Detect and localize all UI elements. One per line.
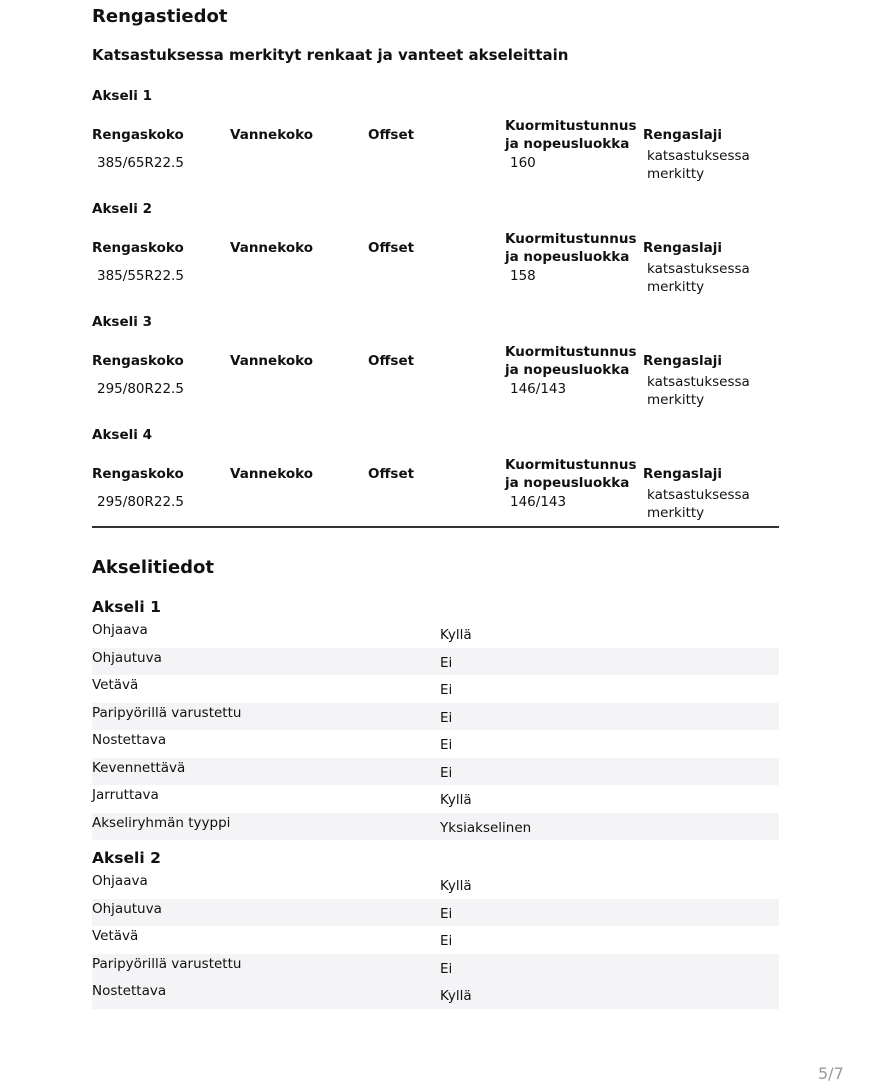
property-name: Kevennettävä bbox=[92, 759, 186, 776]
tire-axle-block bbox=[92, 201, 779, 314]
tire-axle-block bbox=[92, 427, 779, 540]
property-value: Ei bbox=[440, 764, 453, 781]
col-tire-size: Rengaskoko bbox=[92, 353, 184, 369]
load-speed-value: 146/143 bbox=[510, 494, 567, 510]
tire-axle-block bbox=[92, 88, 779, 201]
col-tire-size: Rengaskoko bbox=[92, 466, 184, 482]
col-tire-type: Rengaslaji bbox=[643, 466, 722, 482]
property-value: Ei bbox=[440, 737, 453, 753]
property-name: Ohjautuva bbox=[92, 649, 162, 666]
property-name: Paripyörillä varustettu bbox=[92, 704, 242, 721]
axle-property-row bbox=[92, 675, 779, 703]
tire-size-value: 295/80R22.5 bbox=[97, 381, 184, 397]
axle-info-label: Akseli 1 bbox=[92, 598, 161, 616]
property-value: Kyllä bbox=[440, 988, 472, 1004]
axle-property-row bbox=[92, 899, 779, 927]
tire-type-value: katsastuksessa merkitty bbox=[647, 487, 750, 521]
axle-property-row bbox=[92, 620, 779, 648]
axle-property-row bbox=[92, 730, 779, 758]
tire-size-value: 385/55R22.5 bbox=[97, 268, 184, 284]
property-value: Ei bbox=[440, 960, 453, 977]
col-load-speed: Kuormitustunnus ja nopeusluokka bbox=[505, 231, 637, 265]
tire-section-subtitle: Katsastuksessa merkityt renkaat ja vanteet akseleittain bbox=[92, 46, 569, 64]
load-speed-value: 146/143 bbox=[510, 381, 567, 397]
col-rim-size: Vannekoko bbox=[230, 240, 313, 256]
tire-section-title: Rengastiedot bbox=[92, 6, 228, 27]
axle-property-row bbox=[92, 981, 779, 1009]
page-number: 5/7 bbox=[818, 1064, 844, 1083]
axle-label: Akseli 4 bbox=[92, 427, 152, 443]
col-rim-size: Vannekoko bbox=[230, 127, 313, 143]
axle-info-block bbox=[92, 598, 779, 840]
property-name: Ohjaava bbox=[92, 873, 148, 889]
axle-property-row bbox=[92, 648, 779, 676]
property-name: Jarruttava bbox=[92, 787, 159, 803]
property-name: Nostettava bbox=[92, 983, 167, 999]
tire-type-value: katsastuksessa merkitty bbox=[647, 261, 750, 295]
col-load-speed: Kuormitustunnus ja nopeusluokka bbox=[505, 118, 637, 152]
property-value: Ei bbox=[440, 709, 453, 726]
col-tire-type: Rengaslaji bbox=[643, 353, 722, 369]
axle-label: Akseli 2 bbox=[92, 201, 152, 217]
property-value: Ei bbox=[440, 933, 453, 949]
property-name: Akseliryhmän tyyppi bbox=[92, 814, 231, 831]
axle-property-row bbox=[92, 785, 779, 813]
col-tire-size: Rengaskoko bbox=[92, 127, 184, 143]
axle-label: Akseli 3 bbox=[92, 314, 152, 330]
axle-property-row bbox=[92, 703, 779, 731]
property-name: Ohjautuva bbox=[92, 900, 162, 917]
axle-property-row bbox=[92, 871, 779, 899]
col-offset: Offset bbox=[368, 466, 415, 482]
load-speed-value: 160 bbox=[510, 155, 536, 171]
axle-info-label: Akseli 2 bbox=[92, 849, 161, 867]
tire-size-value: 295/80R22.5 bbox=[97, 494, 184, 510]
property-name: Ohjaava bbox=[92, 622, 148, 638]
property-name: Vetävä bbox=[92, 928, 139, 944]
property-value: Ei bbox=[440, 905, 453, 922]
axle-label: Akseli 1 bbox=[92, 88, 152, 104]
axle-section-title: Akselitiedot bbox=[92, 557, 215, 578]
load-speed-value: 158 bbox=[510, 268, 536, 284]
property-value: Kyllä bbox=[440, 792, 472, 808]
col-load-speed: Kuormitustunnus ja nopeusluokka bbox=[505, 457, 637, 491]
col-tire-type: Rengaslaji bbox=[643, 240, 722, 256]
section-divider bbox=[92, 526, 779, 528]
tire-size-value: 385/65R22.5 bbox=[97, 155, 184, 171]
tire-type-value: katsastuksessa merkitty bbox=[647, 374, 750, 408]
property-name: Nostettava bbox=[92, 732, 167, 748]
property-name: Paripyörillä varustettu bbox=[92, 955, 242, 972]
col-offset: Offset bbox=[368, 353, 415, 369]
col-offset: Offset bbox=[368, 240, 415, 256]
property-value: Yksiakselinen bbox=[440, 819, 532, 836]
property-value: Kyllä bbox=[440, 627, 472, 643]
tire-axle-block bbox=[92, 314, 779, 427]
axle-property-row bbox=[92, 758, 779, 786]
axle-property-row bbox=[92, 954, 779, 982]
col-offset: Offset bbox=[368, 127, 415, 143]
axle-property-row bbox=[92, 813, 779, 841]
col-tire-size: Rengaskoko bbox=[92, 240, 184, 256]
property-value: Ei bbox=[440, 654, 453, 671]
col-tire-type: Rengaslaji bbox=[643, 127, 722, 143]
tire-type-value: katsastuksessa merkitty bbox=[647, 148, 750, 182]
col-load-speed: Kuormitustunnus ja nopeusluokka bbox=[505, 344, 637, 378]
col-rim-size: Vannekoko bbox=[230, 466, 313, 482]
col-rim-size: Vannekoko bbox=[230, 353, 313, 369]
axle-property-row bbox=[92, 926, 779, 954]
property-value: Ei bbox=[440, 682, 453, 698]
axle-info-block bbox=[92, 849, 779, 1009]
property-value: Kyllä bbox=[440, 878, 472, 894]
property-name: Vetävä bbox=[92, 677, 139, 693]
